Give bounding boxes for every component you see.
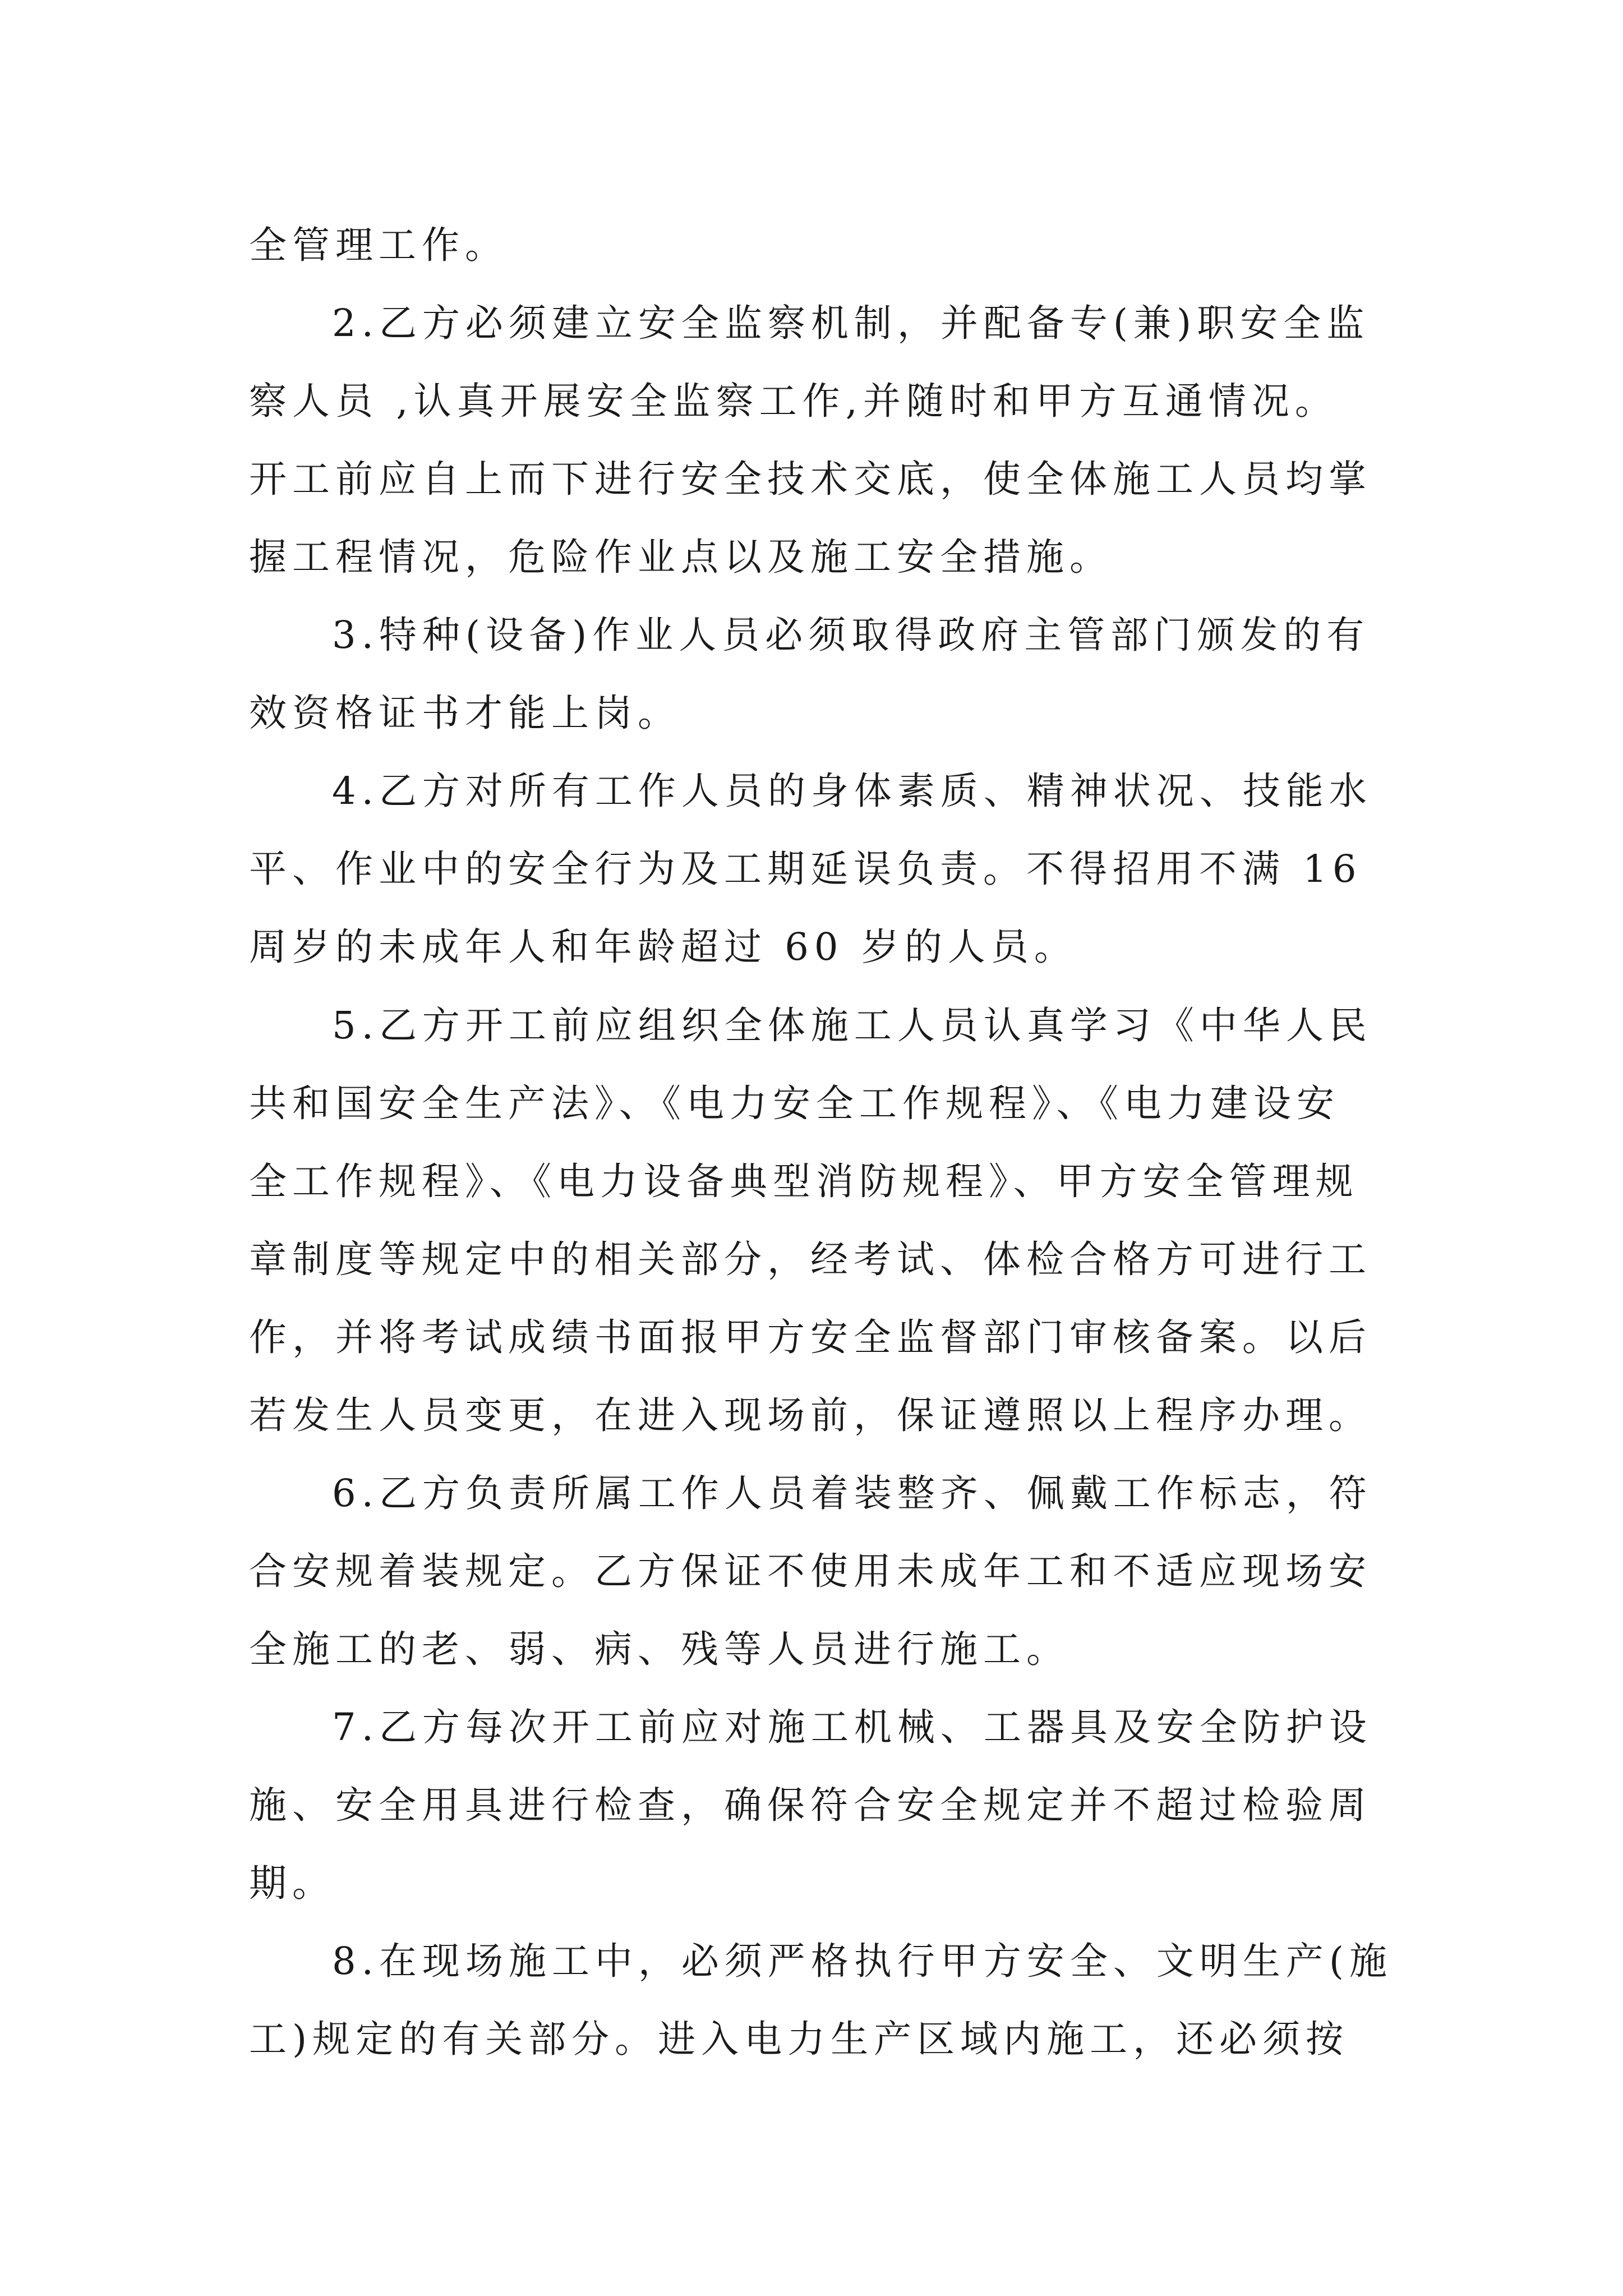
text-line: 施、安全用具进行检查，确保符合安全规定并不超过检验周 — [249, 1783, 1372, 1827]
paragraph-4-line: 4.乙方对所有工作人员的身体素质、精神状况、技能水 — [332, 769, 1372, 813]
paragraph-7-line: 7.乙方每次开工前应对施工机械、工器具及安全防护设 — [332, 1705, 1372, 1749]
text-line: 察人员 ,认真开展安全监察工作,并随时和甲方互通情况。 — [249, 379, 1338, 423]
paragraph-8-line: 8.在现场施工中，必须严格执行甲方安全、文明生产(施 — [332, 1939, 1393, 1983]
paragraph-2-line: 2.乙方必须建立安全监察机制，并配备专(兼)职安全监 — [332, 301, 1370, 345]
text-line: 作，并将考试成绩书面报甲方安全监督部门审核备案。以后 — [249, 1315, 1372, 1359]
paragraph-5-line: 5.乙方开工前应组织全体施工人员认真学习《中华人民 — [332, 1004, 1372, 1047]
text-line: 平、作业中的安全行为及工期延误负责。不得招用不满 16 — [249, 847, 1362, 891]
text-line: 全工作规程》、《电力设备典型消防规程》、甲方安全管理规 — [249, 1159, 1359, 1203]
text-line: 全施工的老、弱、病、残等人员进行施工。 — [249, 1627, 1069, 1671]
text-line: 效资格证书才能上岗。 — [249, 691, 681, 735]
paragraph-3-line: 3.特种(设备)作业人员必须取得政府主管部门颁发的有 — [332, 613, 1370, 657]
text-line: 开工前应自上而下进行安全技术交底，使全体施工人员均掌 — [249, 457, 1372, 501]
text-line: 合安规着装规定。乙方保证不使用未成年工和不适应现场安 — [249, 1549, 1372, 1593]
text-line: 共和国安全生产法》、《电力安全工作规程》、《电力建设安 — [249, 1082, 1340, 1125]
text-line: 章制度等规定中的相关部分，经考试、体检合格方可进行工 — [249, 1237, 1372, 1281]
text-line: 工)规定的有关部分。进入电力生产区域内施工，还必须按 — [249, 2017, 1349, 2061]
text-line: 若发生人员变更，在进入现场前，保证遵照以上程序办理。 — [249, 1393, 1372, 1437]
text-line: 周岁的未成年人和年龄超过 60 岁的人员。 — [249, 925, 1077, 969]
text-line: 握工程情况，危险作业点以及施工安全措施。 — [249, 535, 1113, 579]
text-line: 全管理工作。 — [249, 223, 508, 267]
text-line: 期。 — [249, 1861, 335, 1905]
paragraph-6-line: 6.乙方负责所属工作人员着装整齐、佩戴工作标志，符 — [332, 1471, 1372, 1515]
